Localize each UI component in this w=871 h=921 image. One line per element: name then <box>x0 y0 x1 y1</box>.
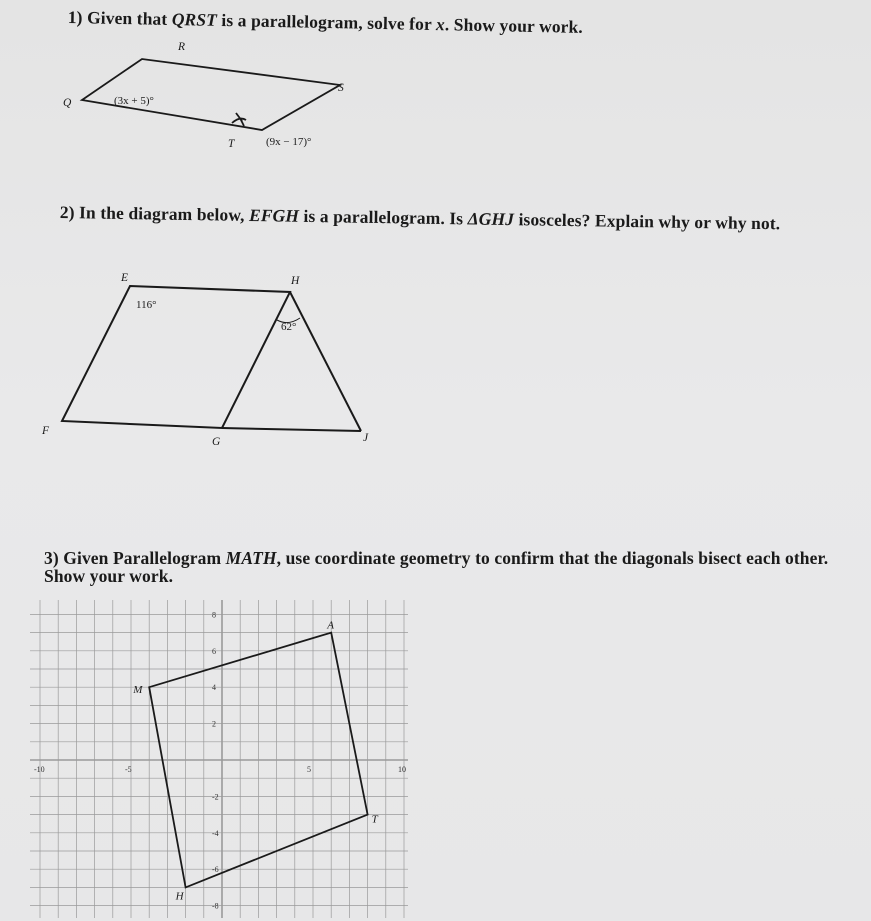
variable-x: x <box>435 14 446 35</box>
y-tick-label: -4 <box>212 828 219 838</box>
segment-gj <box>222 428 361 431</box>
y-tick-label: 8 <box>212 610 216 620</box>
vertex-label-e: E <box>121 272 129 284</box>
question-2-text: 2) In the diagram below, EFGH is a parallelogram. Is ΔGHJ isosceles? Explain why or why not. <box>59 202 781 234</box>
parallelogram-efgh <box>62 286 290 428</box>
vertex-label-a: A <box>327 619 334 632</box>
angle-label-h: 62° <box>281 321 297 333</box>
parallelogram-name: EFGH <box>248 204 300 226</box>
x-tick-label: -10 <box>34 765 45 774</box>
vertex-label-m: M <box>133 684 143 697</box>
angle-label-e: 116° <box>136 299 157 311</box>
y-tick-label: 4 <box>212 683 216 693</box>
triangle-name: ΔGHJ <box>467 208 515 230</box>
segment-hj <box>290 292 361 431</box>
angle-label-t: (9x − 17)° <box>266 136 312 148</box>
vertex-label-q: Q <box>63 97 72 109</box>
vertex-label-r: R <box>178 41 186 53</box>
question-1-number: 1) <box>67 7 83 28</box>
angle-label-q: (3x + 5)° <box>114 95 154 107</box>
vertex-label-t-grid: T <box>371 813 378 826</box>
question-1-text: 1) Given that QRST is a parallelogram, solve for x. Show your work. <box>67 7 584 37</box>
y-tick-label: -2 <box>212 792 219 802</box>
vertex-label-h: H <box>291 275 300 287</box>
y-tick-label: -6 <box>212 865 219 875</box>
vertex-label-h-grid: H <box>175 890 184 903</box>
y-tick-label: 2 <box>212 719 216 729</box>
y-tick-label: -8 <box>212 901 219 911</box>
vertex-label-t: T <box>228 138 235 150</box>
vertex-label-f: F <box>42 425 50 437</box>
angle-arc-t <box>232 113 246 126</box>
question-2-number: 2) <box>59 202 75 223</box>
parallelogram-name: MATH <box>225 548 277 568</box>
x-tick-label: 5 <box>307 765 311 774</box>
question-3-number: 3) <box>44 548 59 568</box>
x-tick-label: 10 <box>398 765 406 774</box>
x-tick-label: -5 <box>125 765 132 774</box>
vertex-label-s: S <box>338 82 344 94</box>
y-tick-label: 6 <box>212 646 216 656</box>
vertex-label-g: G <box>212 436 221 448</box>
parallelogram-name: QRST <box>171 8 218 30</box>
vertex-label-j: J <box>363 432 369 444</box>
coordinate-grid <box>30 600 408 918</box>
question-3-text: 3) Given Parallelogram MATH, use coordinate geometry to confirm that the diagonals bisect each other. Show your work. <box>44 548 829 586</box>
